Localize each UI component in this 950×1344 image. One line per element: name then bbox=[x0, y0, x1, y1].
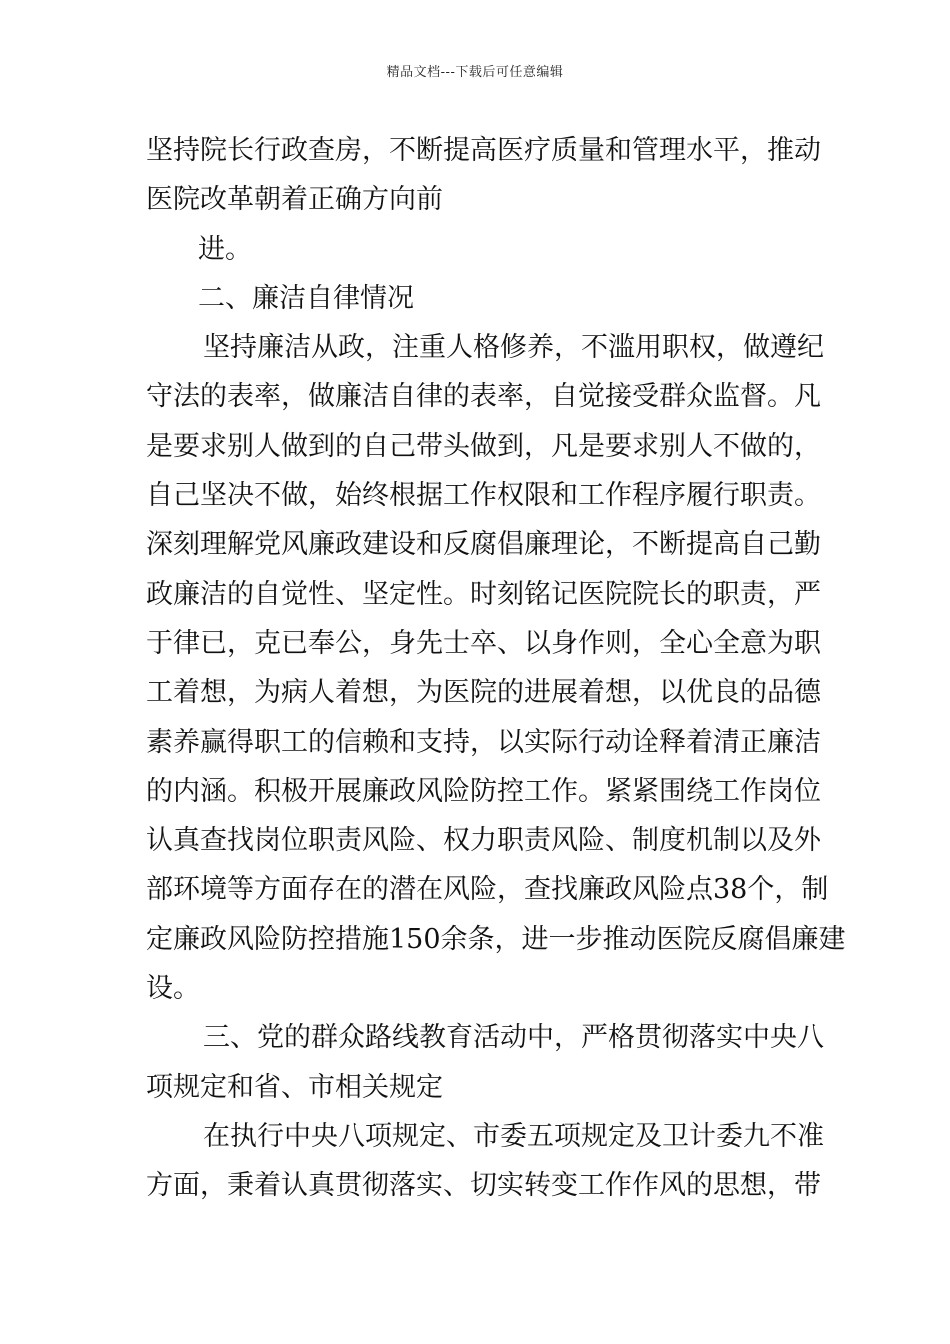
paragraph-line: 认真查找岗位职责风险、权力职责风险、制度机制以及外 bbox=[146, 825, 821, 857]
paragraph-line: 政廉洁的自觉性、坚定性。时刻铭记医院院长的职责，严 bbox=[146, 578, 821, 610]
paragraph-line: 的内涵。积极开展廉政风险防控工作。紧紧围绕工作岗位 bbox=[146, 775, 821, 807]
paragraph-line: 于律已，克已奉公，身先士卒、以身作则，全心全意为职 bbox=[146, 627, 821, 659]
section-heading: 项规定和省、市相关规定 bbox=[146, 1071, 443, 1103]
document-body bbox=[146, 126, 846, 1211]
paragraph-line: 设。 bbox=[146, 973, 200, 1005]
paragraph-line: 工着想，为病人着想，为医院的进展着想，以优良的品德 bbox=[146, 677, 821, 709]
paragraph-line: 守法的表率，做廉洁自律的表率，自觉接受群众监督。凡 bbox=[146, 381, 821, 413]
paragraph-line: 在执行中央八项规定、市委五项规定及卫计委九不准 bbox=[203, 1120, 824, 1152]
paragraph-line: 坚持院长行政查房，不断提高医疗质量和管理水平，推动 bbox=[146, 135, 821, 166]
page-header: 精品文档---下载后可任意编辑 bbox=[386, 65, 564, 80]
paragraph-line: 素养赢得职工的信赖和支持，以实际行动诠释着清正廉洁 bbox=[146, 726, 821, 758]
paragraph-line: 定廉政风险防控措施150余条，进一步推动医院反腐倡廉建 bbox=[146, 923, 846, 955]
paragraph-line: 坚持廉洁从政，注重人格修养，不滥用职权，做遵纪 bbox=[203, 332, 824, 364]
paragraph-line: 自己坚决不做，始终根据工作权限和工作程序履行职责。 bbox=[146, 480, 821, 512]
paragraph-line: 进。 bbox=[198, 233, 252, 265]
paragraph-line: 方面，秉着认真贯彻落实、切实转变工作作风的思想，带 bbox=[146, 1170, 821, 1202]
paragraph-line: 深刻理解党风廉政建设和反腐倡廉理论，不断提高自己勤 bbox=[146, 529, 821, 561]
paragraph-line: 是要求别人做到的自己带头做到，凡是要求别人不做的， bbox=[146, 430, 821, 462]
section-heading: 三、党的群众路线教育活动中，严格贯彻落实中央八 bbox=[203, 1022, 824, 1054]
section-heading: 二、廉洁自律情况 bbox=[198, 282, 414, 314]
paragraph-line: 部环境等方面存在的潜在风险，查找廉政风险点38个，制 bbox=[146, 874, 829, 906]
paragraph-line: 医院改革朝着正确方向前 bbox=[146, 184, 443, 216]
